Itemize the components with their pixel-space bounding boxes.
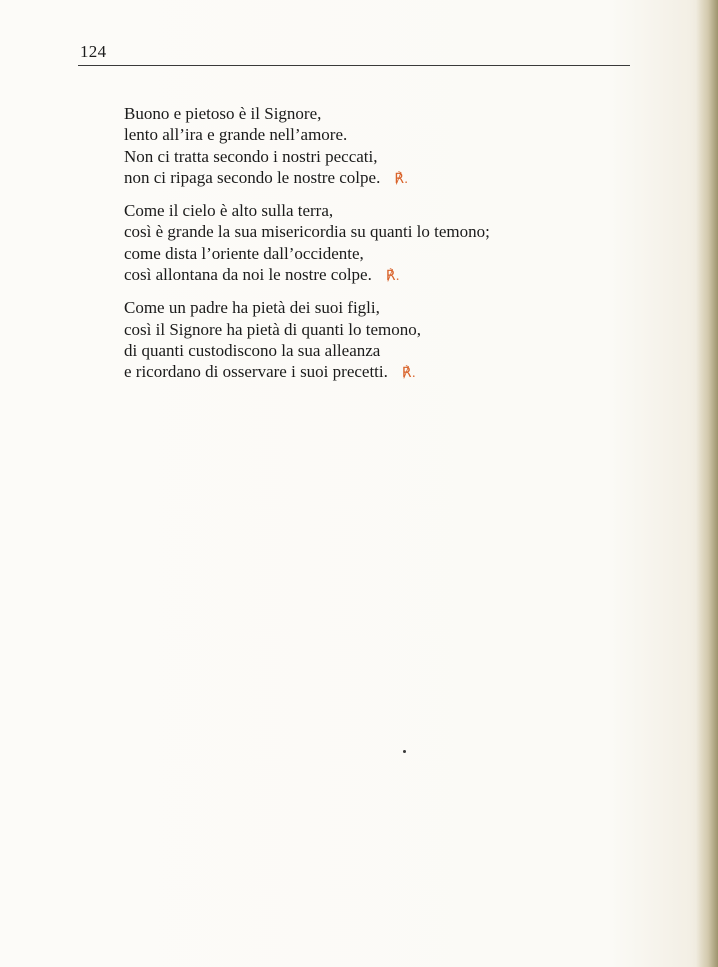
stanza-1 xyxy=(124,103,594,190)
verse-line-text: non ci ripaga secondo le nostre colpe. xyxy=(124,167,381,187)
verse-line: Come un padre ha pietà dei suoi figli, xyxy=(124,298,380,318)
response-mark: ℟. xyxy=(394,171,409,187)
verse-line: Non ci tratta secondo i nostri peccati, xyxy=(124,146,378,166)
psalm-text xyxy=(124,103,594,395)
page-header xyxy=(78,40,630,66)
verse-line-text: così allontana da noi le nostre colpe. xyxy=(124,265,372,285)
page-edge-shadow xyxy=(696,0,718,967)
verse-line: così il Signore ha pietà di quanti lo temono, xyxy=(124,319,421,339)
response-mark: ℟. xyxy=(401,366,416,382)
verse-line-last xyxy=(124,264,594,287)
verse-line: Come il cielo è alto sulla terra, xyxy=(124,201,334,221)
stanza-2 xyxy=(124,200,594,287)
response-mark: ℟. xyxy=(385,269,400,285)
verse-line: di quanti custodiscono la sua alleanza xyxy=(124,340,381,360)
ink-speck xyxy=(403,750,406,753)
verse-line: Buono e pietoso è il Signore, xyxy=(124,104,322,123)
verse-line-text: e ricordano di osservare i suoi precetti. xyxy=(124,362,388,382)
verse-line: come dista l’oriente dall’occidente, xyxy=(124,243,364,263)
header-rule xyxy=(78,65,630,66)
verse-line-last xyxy=(124,167,594,190)
verse-line: così è grande la sua misericordia su quanti lo temono; xyxy=(124,222,490,242)
verse-line: lento all’ira e grande nell’amore. xyxy=(124,125,348,145)
verse-line-last xyxy=(124,361,594,384)
page-number: 124 xyxy=(80,42,107,61)
stanza-3 xyxy=(124,297,594,384)
